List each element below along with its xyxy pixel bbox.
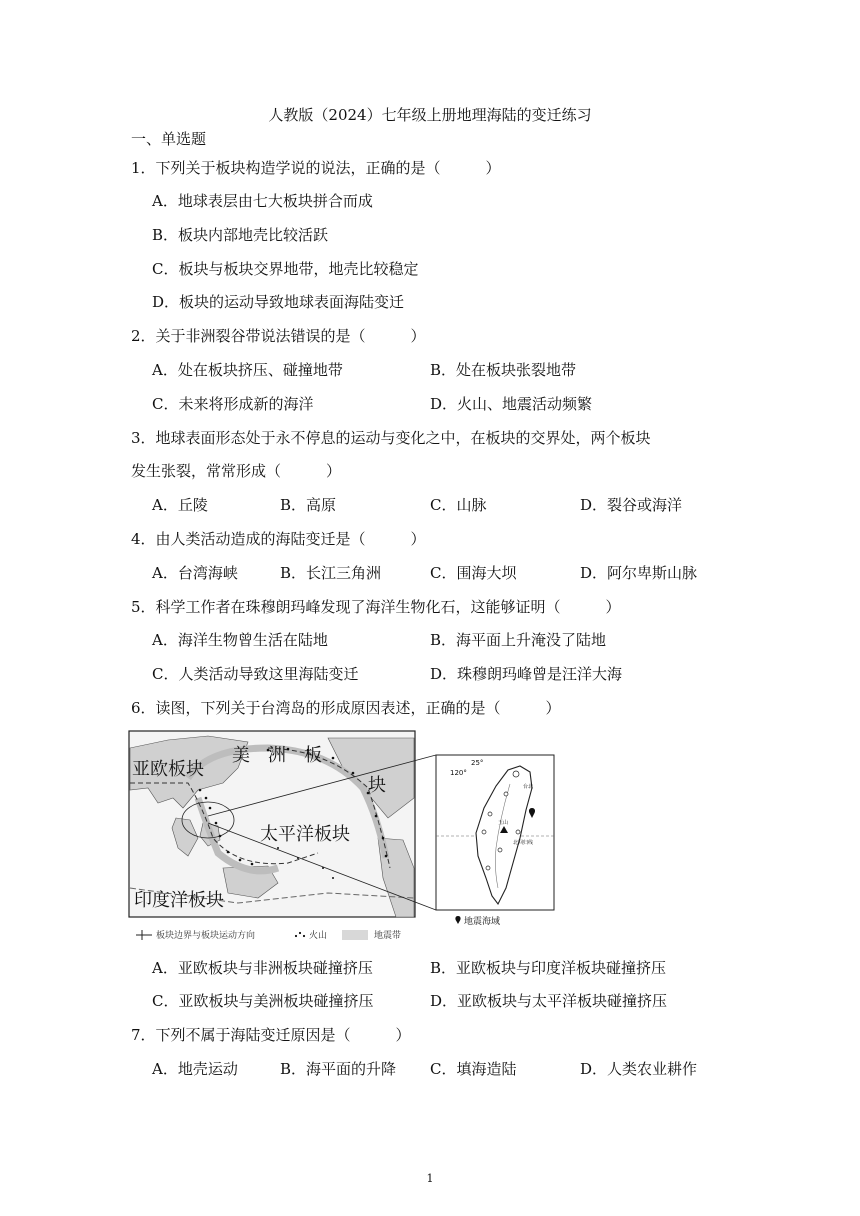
question-2-option-d[interactable]: D．火山、地震活动频繁: [430, 395, 593, 413]
inset-legend-label: 地震海域: [464, 917, 501, 927]
question-7-option-c[interactable]: C．填海造陆: [430, 1060, 517, 1078]
question-3-option-a[interactable]: A．丘陵: [152, 496, 208, 514]
question-7-option-d[interactable]: D．人类农业耕作: [580, 1060, 698, 1078]
question-7-stem: 7．下列不属于海陆变迁原因是（ ）: [131, 1026, 411, 1044]
question-6-option-a[interactable]: A．亚欧板块与非洲板块碰撞挤压: [152, 959, 373, 977]
question-6-stem: 6．读图，下列关于台湾岛的形成原因表述，正确的是（ ）: [131, 699, 561, 717]
question-1-option-c[interactable]: C．板块与板块交界地带，地壳比较稳定: [152, 260, 419, 278]
question-7-option-b[interactable]: B．海平面的升降: [280, 1060, 397, 1078]
plate-map-figure: [128, 728, 560, 946]
question-5-option-b[interactable]: B．海平面上升淹没了陆地: [430, 631, 607, 649]
question-4-option-b[interactable]: B．长江三角洲: [280, 564, 382, 582]
question-4-stem: 4．由人类活动造成的海陆变迁是（ ）: [131, 530, 426, 548]
inset-label-taipei: 台北: [523, 784, 534, 790]
question-4-option-a[interactable]: A．台湾海峡: [152, 564, 238, 582]
question-3-option-d[interactable]: D．裂谷或海洋: [580, 496, 683, 514]
question-3-option-b[interactable]: B．高原: [280, 496, 337, 514]
inset-label-tropic: 北回归线: [513, 840, 534, 846]
question-5-option-a[interactable]: A．海洋生物曾生活在陆地: [152, 631, 328, 649]
inset-longitude-label: 120°: [450, 769, 467, 777]
label-indian-ocean-plate: 印度洋板块: [134, 890, 224, 911]
label-eurasian-plate: 亚欧板块: [132, 759, 204, 780]
question-6-option-d[interactable]: D．亚欧板块与太平洋板块碰撞挤压: [430, 992, 668, 1010]
question-4-option-d[interactable]: D．阿尔卑斯山脉: [580, 564, 698, 582]
question-1-option-d[interactable]: D．板块的运动导致地球表面海陆变迁: [152, 293, 405, 311]
label-pacific-plate: 太平洋板块: [260, 824, 350, 845]
label-american-plate-end: 块: [368, 775, 386, 796]
inset-latitude-label: 25°: [471, 759, 484, 767]
question-5-option-d[interactable]: D．珠穆朗玛峰曾是汪洋大海: [430, 665, 623, 683]
question-1-stem: 1．下列关于板块构造学说的说法，正确的是（ ）: [131, 159, 501, 177]
question-3-stem-line-1: 3．地球表面形态处于永不停息的运动与变化之中，在板块的交界处，两个板块: [131, 429, 651, 447]
question-6-option-c[interactable]: C．亚欧板块与美洲板块碰撞挤压: [152, 992, 374, 1010]
label-american-plate: 美 洲 板: [232, 745, 322, 766]
question-1-option-b[interactable]: B．板块内部地壳比较活跃: [152, 226, 329, 244]
page-number: 1: [426, 1172, 434, 1185]
section-heading: 一、单选题: [131, 130, 207, 148]
question-2-option-c[interactable]: C．未来将形成新的海洋: [152, 395, 314, 413]
question-5-stem: 5．科学工作者在珠穆朗玛峰发现了海洋生物化石，这能够证明（ ）: [131, 598, 621, 616]
question-4-option-c[interactable]: C．围海大坝: [430, 564, 517, 582]
legend-volcano-label: 火山: [309, 931, 328, 941]
question-5-option-c[interactable]: C．人类活动导致这里海陆变迁: [152, 665, 359, 683]
inset-legend-marker-icon: [455, 916, 460, 924]
legend-boundary-label: 板块边界与板块运动方向: [156, 931, 256, 941]
question-3-option-c[interactable]: C．山脉: [430, 496, 487, 514]
question-2-stem: 2．关于非洲裂谷带说法错误的是（ ）: [131, 327, 426, 345]
question-6-option-b[interactable]: B．亚欧板块与印度洋板块碰撞挤压: [430, 959, 667, 977]
legend-earthquake-belt-label: 地震带: [374, 931, 402, 941]
question-2-option-a[interactable]: A．处在板块挤压、碰撞地带: [152, 361, 343, 379]
legend-volcano-icon: [295, 932, 305, 937]
page-title: 人教版（2024）七年级上册地理海陆的变迁练习: [268, 106, 592, 124]
legend-earthquake-belt-swatch: [342, 930, 368, 940]
question-3-stem-line-2: 发生张裂，常常形成（ ）: [131, 462, 342, 480]
question-1-option-a[interactable]: A．地球表层由七大板块拼合而成: [152, 192, 373, 210]
question-7-option-a[interactable]: A．地壳运动: [152, 1060, 238, 1078]
inset-label-yushan: 玉山: [498, 820, 509, 826]
question-2-option-b[interactable]: B．处在板块张裂地带: [430, 361, 577, 379]
